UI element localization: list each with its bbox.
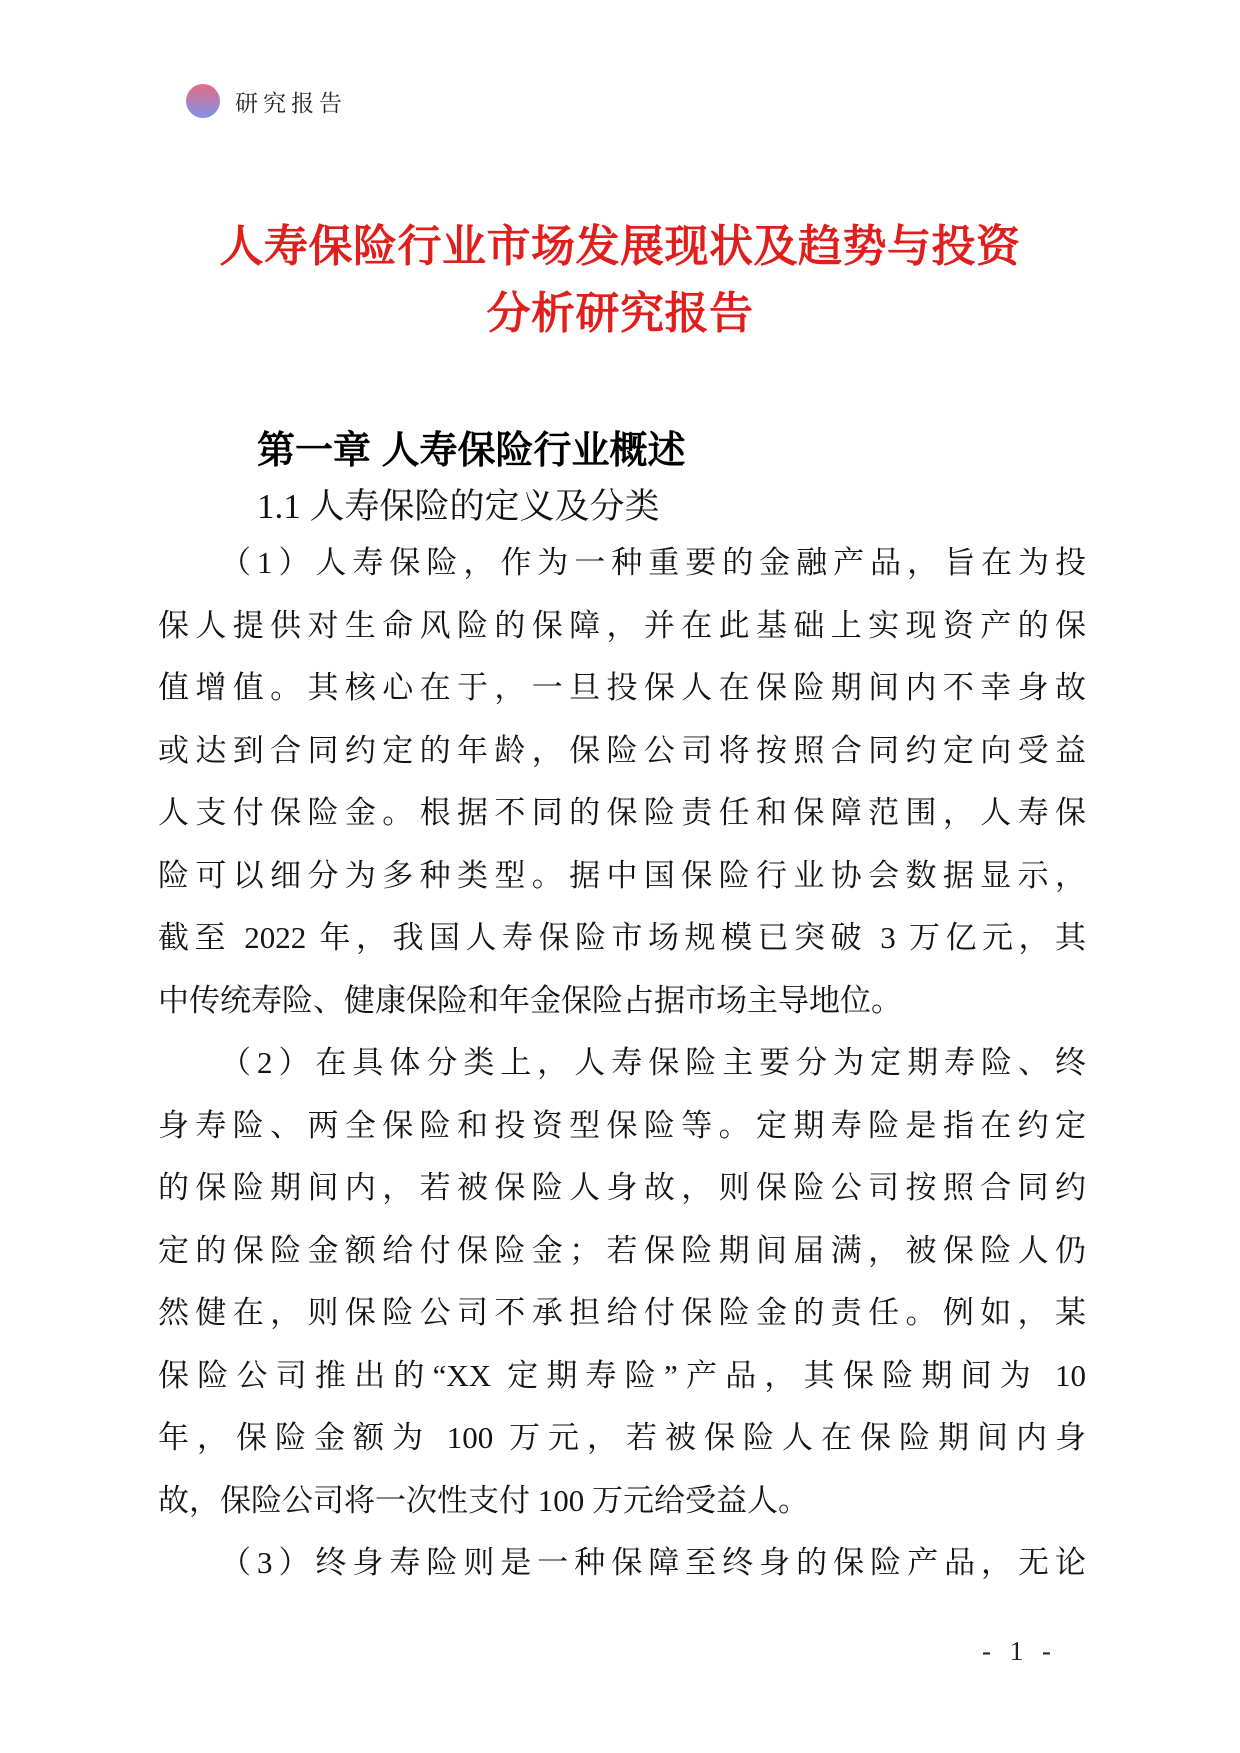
body-line: 身寿险、两全保险和投资型保险等。定期寿险是指在约定 [158, 1107, 1086, 1143]
brand [186, 84, 347, 118]
body-line: 或达到合同约定的年龄，保险公司将按照合同约定向受益 [158, 732, 1086, 768]
chapter-heading: 第一章 人寿保险行业概述 [257, 430, 686, 472]
body-line: 中传统寿险、健康保险和年金保险占据市场主导地位。 [158, 982, 902, 1018]
body-text [158, 532, 1086, 1595]
body-paragraph [158, 532, 1086, 1032]
body-line: 故，保险公司将一次性支付 100 万元给受益人。 [158, 1482, 809, 1518]
body-paragraph [158, 1532, 1086, 1595]
body-line: （2）在具体分类上，人寿保险主要分为定期寿险、终 [220, 1045, 1086, 1080]
page-number: - 1 - [982, 1636, 1057, 1666]
body-line: （3）终身寿险则是一种保障至终身的保险产品，无论 [220, 1545, 1086, 1580]
brand-label: 研究报告 [235, 90, 347, 116]
body-line: 保人提供对生命风险的保障，并在此基础上实现资产的保 [158, 607, 1086, 643]
report-title-line-1: 人寿保险行业市场发展现状及趋势与投资 [219, 222, 1021, 271]
body-line: （1）人寿保险，作为一种重要的金融产品，旨在为投 [220, 545, 1086, 580]
logo-gradient-circle-icon [186, 84, 220, 118]
body-line: 险可以细分为多种类型。据中国保险行业协会数据显示， [158, 857, 1086, 893]
body-line: 截至 2022 年，我国人寿保险市场规模已突破 3 万亿元，其 [158, 920, 1086, 955]
report-title [0, 213, 1240, 347]
body-line: 然健在，则保险公司不承担给付保险金的责任。例如，某 [158, 1295, 1086, 1330]
report-title-line-2: 分析研究报告 [486, 289, 754, 338]
body-line: 值增值。其核心在于，一旦投保人在保险期间内不幸身故 [158, 670, 1086, 705]
body-line: 人支付保险金。根据不同的保险责任和保障范围，人寿保 [158, 795, 1086, 830]
body-line: 定的保险金额给付保险金；若保险期间届满，被保险人仍 [158, 1232, 1086, 1268]
subsection-heading: 1.1 人寿保险的定义及分类 [257, 487, 660, 526]
body-line: 保险公司推出的“XX 定期寿险”产品，其保险期间为 10 [158, 1357, 1086, 1393]
body-paragraph [158, 1032, 1086, 1532]
body-line: 的保险期间内，若被保险人身故，则保险公司按照合同约 [158, 1170, 1086, 1205]
body-line: 年，保险金额为 100 万元，若被保险人在保险期间内身 [158, 1420, 1086, 1455]
